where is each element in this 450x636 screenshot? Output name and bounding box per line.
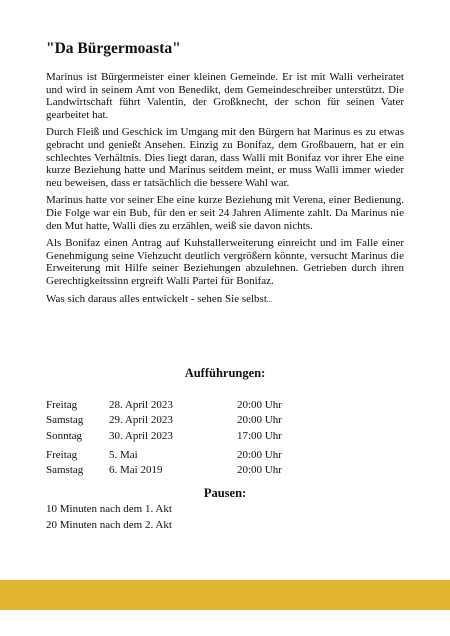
performance-day: Freitag	[46, 399, 78, 411]
performance-day: Sonntag	[46, 430, 83, 442]
performance-time: 20:00 Uhr	[237, 464, 282, 476]
synopsis-paragraph: Als Bonifaz einen Antrag auf Kuhstallerweiterung einreicht und im Falle einer Genehmigung seine Viehzucht deutlich vergrößern könnte, versucht Marinus die Erweiterung mit Hilfe seiner Beziehungen abzulehnen. Getrieben durch ihren Gerechtigkeitssinn ergreift Walli Partei für Bonifaz.	[46, 237, 404, 287]
pause-item: 10 Minuten nach dem 1. Akt	[46, 503, 172, 515]
pauses-heading: Pausen:	[203, 486, 247, 500]
closing-ellipsis: ...	[266, 295, 273, 304]
closing-line	[46, 293, 404, 307]
synopsis	[46, 71, 404, 306]
performance-day: Freitag	[46, 449, 78, 461]
performances-heading: Aufführungen:	[184, 366, 266, 380]
performance-date: 30. April 2023	[109, 430, 173, 442]
synopsis-paragraph: Durch Fleiß und Geschick im Umgang mit den Bürgern hat Marinus es zu etwas gebracht und genießt Ansehen. Einzig zu Bonifaz, dem Großbauern, hat er ein schlechtes Verhältnis. Dies liegt daran, dass Walli mit Bonifaz vor ihrer Ehe eine kurze Beziehung hatte und Marinus seitdem meint, er muss Walli immer wieder neu beweisen, dass er tatsächlich die bessere Wahl war.	[46, 126, 404, 189]
performance-time: 20:00 Uhr	[237, 399, 282, 411]
performance-date: 29. April 2023	[109, 414, 173, 426]
performance-time: 20:00 Uhr	[237, 449, 282, 461]
footer-color-bar	[0, 580, 450, 610]
performance-date: 5. Mai	[109, 449, 138, 461]
pause-item: 20 Minuten nach dem 2. Akt	[46, 519, 172, 531]
synopsis-paragraph: Marinus ist Bürgermeister einer kleinen Gemeinde. Er ist mit Walli verheiratet und wird in seinem Amt von Benedikt, dem Gemeindeschreiber unterstützt. Die Landwirtschaft führt Valentin, der Großknecht, der schon für seinen Vater gearbeitet hat.	[46, 71, 404, 121]
play-title: "Da Bürgermoasta"	[46, 40, 181, 57]
performance-day: Samstag	[46, 414, 84, 426]
synopsis-paragraph: Marinus hatte vor seiner Ehe eine kurze Beziehung mit Verena, einer Bedienung. Die Folge war ein Bub, für den er seit 24 Jahren Alimente zahlt. Da Marinus nie den Mut hatte, Walli dies zu erzählen, weiß sie davon nichts.	[46, 194, 404, 232]
performance-date: 6. Mai 2019	[109, 464, 163, 476]
performance-time: 20:00 Uhr	[237, 414, 282, 426]
performance-date: 28. April 2023	[109, 399, 173, 411]
performance-time: 17:00 Uhr	[237, 430, 282, 442]
performance-day: Samstag	[46, 464, 84, 476]
closing-text: Was sich daraus alles entwickelt - sehen Sie selbst	[46, 292, 267, 305]
